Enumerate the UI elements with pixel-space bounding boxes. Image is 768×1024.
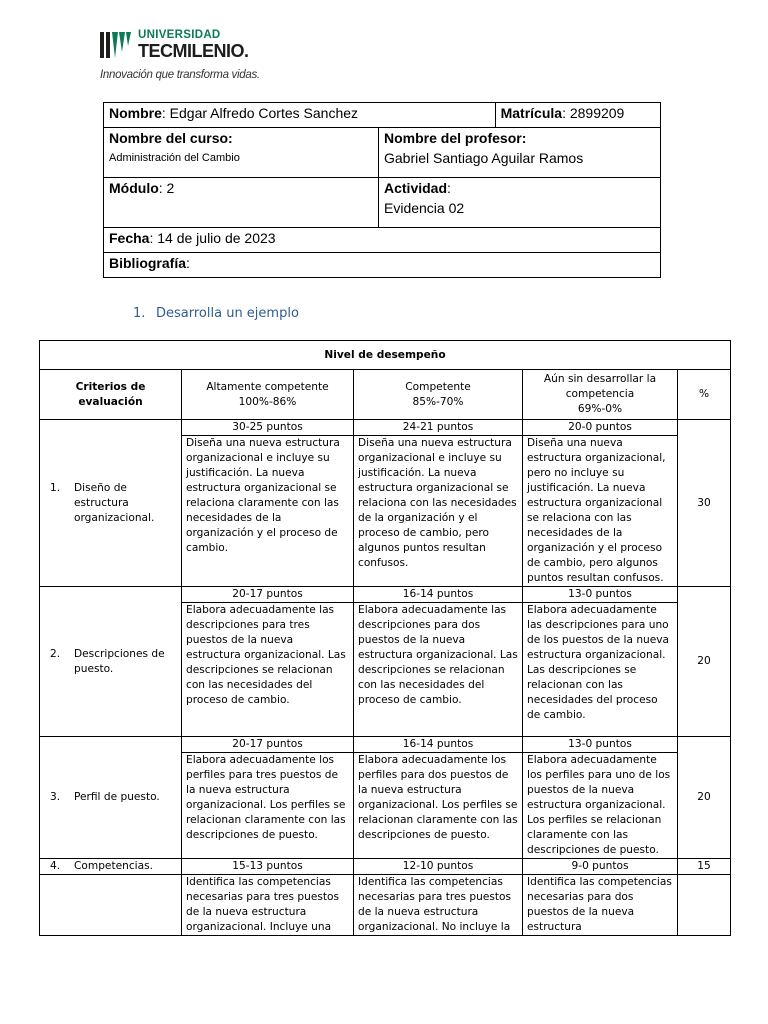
header-comp-label: Competente bbox=[405, 380, 471, 393]
curso-label: Nombre del curso: bbox=[109, 130, 233, 146]
points-cell: 30-25 puntos bbox=[182, 420, 354, 436]
description-cell: Identifica las competencias necesarias para dos puestos de la nueva estructura bbox=[523, 875, 678, 936]
university-logo bbox=[100, 28, 300, 88]
header-aun-range: 69%-0% bbox=[577, 403, 623, 415]
logo-university-text: UNIVERSIDAD bbox=[138, 29, 221, 41]
description-cell: Elabora adecuadamente las descripciones para tres puestos de la nueva estructura organizacional. Las descripciones se relacionan con las necesidades del proceso de cambio. bbox=[182, 603, 354, 737]
criterion-text: Descripciones de puesto. bbox=[74, 647, 165, 675]
logo-tecmilenio-text: TECMILENIO. bbox=[138, 41, 249, 61]
student-info-table bbox=[103, 102, 661, 278]
rubric-table bbox=[39, 340, 731, 936]
percent-cell: 30 bbox=[678, 420, 731, 587]
curso-value: Administración del Cambio bbox=[109, 152, 240, 164]
description-cell: Diseña una nueva estructura organizacional e incluye su justificación. La nueva estructura organizacional se relaciona con las necesidades de la organización y el proceso de cambio, pero algunos puntos resultan confusos. bbox=[354, 436, 523, 587]
bibliografia-value: : bbox=[186, 255, 190, 271]
header-aun-sin-desarrollar bbox=[523, 370, 678, 420]
heading-text: Desarrolla un ejemplo bbox=[156, 306, 299, 321]
points-cell: 16-14 puntos bbox=[354, 587, 523, 603]
criterion-number: 2. bbox=[50, 647, 61, 660]
description-cell: Elabora adecuadamente las descripciones para uno de los puestos de la nueva estructura organizacional. Las descripciones se relacionan con las necesidades del proceso de cambio. bbox=[523, 603, 678, 737]
empty-percent-cell bbox=[678, 875, 731, 936]
curso-cell bbox=[104, 128, 379, 178]
empty-criterion-cell bbox=[40, 875, 182, 936]
heading-number: 1. bbox=[133, 306, 146, 321]
header-alto-label: Altamente competente bbox=[206, 380, 329, 393]
nombre-value: : Edgar Alfredo Cortes Sanchez bbox=[161, 105, 359, 121]
profesor-value: Gabriel Santiago Aguilar Ramos bbox=[384, 150, 584, 166]
matricula-label: Matrícula bbox=[500, 105, 563, 121]
header-percent: % bbox=[678, 370, 731, 420]
bibliografia-label: Bibliografía bbox=[109, 255, 187, 271]
description-cell: Identifica las competencias necesarias para tres puestos de la nueva estructura organizacional. Incluye una bbox=[182, 875, 354, 936]
criterion-cell bbox=[40, 737, 182, 859]
points-cell: 16-14 puntos bbox=[354, 737, 523, 753]
nombre-label: Nombre bbox=[109, 105, 162, 121]
fecha-cell bbox=[104, 228, 661, 253]
criterion-text: Competencias. bbox=[74, 860, 153, 872]
logo-tagline: Innovación que transforma vidas. bbox=[100, 69, 260, 81]
criterion-cell bbox=[40, 859, 182, 875]
profesor-label: Nombre del profesor: bbox=[384, 130, 527, 146]
modulo-cell bbox=[104, 178, 379, 228]
profesor-cell bbox=[379, 128, 661, 178]
criterion-number: 3. bbox=[50, 791, 61, 803]
nombre-cell bbox=[104, 103, 496, 128]
criterion-text: Diseño de estructura organizacional. bbox=[74, 481, 155, 524]
actividad-detail: Evidencia 02 bbox=[384, 200, 465, 216]
rubric-title: Nivel de desempeño bbox=[40, 341, 731, 370]
criterion-number: 4. bbox=[50, 860, 61, 872]
header-aun-label: Aún sin desarrollar la competencia bbox=[543, 373, 657, 400]
modulo-value: : 2 bbox=[158, 180, 175, 196]
header-competente bbox=[354, 370, 523, 420]
criterion-cell bbox=[40, 587, 182, 737]
modulo-label: Módulo bbox=[109, 180, 159, 196]
points-cell: 9-0 puntos bbox=[523, 859, 678, 875]
description-cell: Elabora adecuadamente las descripciones para dos puestos de la nueva estructura organizacional. Las descripciones se relacionan con las necesidades del proceso de cambio. bbox=[354, 603, 523, 737]
description-cell: Elabora adecuadamente los perfiles para tres puestos de la nueva estructura organizacional. Los perfiles se relacionan claramente con las descripciones de puesto. bbox=[182, 753, 354, 859]
points-cell: 13-0 puntos bbox=[523, 587, 678, 603]
points-cell: 12-10 puntos bbox=[354, 859, 523, 875]
description-cell: Diseña una nueva estructura organizacional, pero no incluye su justificación. La nueva estructura organizacional se relaciona con las necesidades de la organización y el proceso de cambio, pero algunos puntos resultan confusos. bbox=[523, 436, 678, 587]
points-cell: 20-17 puntos bbox=[182, 587, 354, 603]
actividad-cell bbox=[379, 178, 661, 228]
actividad-label: Actividad bbox=[384, 180, 448, 196]
percent-cell: 20 bbox=[678, 737, 731, 859]
header-comp-range: 85%-70% bbox=[412, 395, 464, 408]
actividad-value: : bbox=[447, 180, 451, 196]
points-cell: 20-0 puntos bbox=[523, 420, 678, 436]
criterion-cell bbox=[40, 420, 182, 587]
criterion-text: Perfil de puesto. bbox=[74, 791, 160, 803]
description-cell: Elabora adecuadamente los perfiles para uno de los puestos de la nueva estructura organizacional. Los perfiles se relacionan claramente con las descripciones de puesto. bbox=[523, 753, 678, 859]
fecha-label: Fecha bbox=[109, 230, 150, 246]
header-altamente-competente bbox=[182, 370, 354, 420]
points-cell: 24-21 puntos bbox=[354, 420, 523, 436]
percent-cell: 20 bbox=[678, 587, 731, 737]
description-cell: Elabora adecuadamente los perfiles para dos puestos de la nueva estructura organizacional. Los perfiles se relacionan claramente con las descripciones de puesto. bbox=[354, 753, 523, 859]
tecmilenio-emblem-icon bbox=[100, 30, 132, 62]
fecha-value: : 14 de julio de 2023 bbox=[149, 230, 276, 246]
bibliografia-cell bbox=[104, 253, 661, 278]
points-cell: 15-13 puntos bbox=[182, 859, 354, 875]
criterion-number: 1. bbox=[50, 481, 61, 494]
matricula-cell bbox=[495, 103, 660, 128]
header-criterios: Criterios de evaluación bbox=[40, 370, 182, 420]
matricula-value: : 2899209 bbox=[562, 105, 625, 121]
description-cell: Diseña una nueva estructura organizacional e incluye su justificación. La nueva estructura organizacional se relaciona claramente con las necesidades de la organización y el proceso de cambio. bbox=[182, 436, 354, 587]
points-cell: 20-17 puntos bbox=[182, 737, 354, 753]
description-cell: Identifica las competencias necesarias para tres puestos de la nueva estructura organizacional. No incluye la bbox=[354, 875, 523, 936]
header-alto-range: 100%-86% bbox=[238, 395, 297, 408]
percent-cell: 15 bbox=[678, 859, 731, 875]
section-heading bbox=[133, 306, 299, 321]
points-cell: 13-0 puntos bbox=[523, 737, 678, 753]
